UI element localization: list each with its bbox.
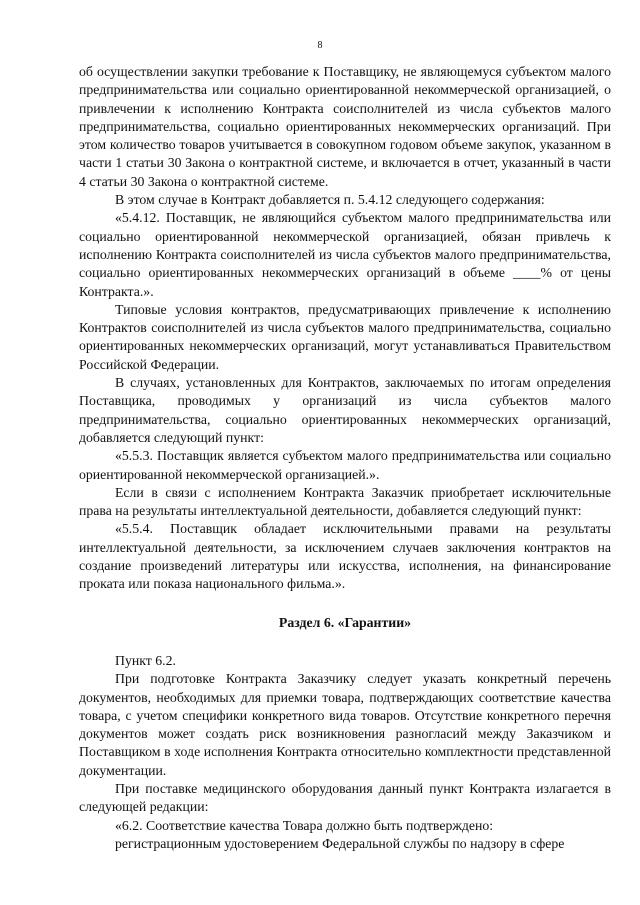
paragraph: регистрационным удостоверением Федеральной службы по надзору в сфере <box>115 835 565 851</box>
paragraph: Пункт 6.2. <box>115 652 176 668</box>
paragraph: Типовые условия контрактов, предусматривающих привлечение к исполнению Контрактов соисполнителей из числа субъектов малого предпринимательства, социально ориентированных некоммерческих организаций, могут устанавливаться Правительством Российской Федерации. <box>79 301 611 372</box>
text-block-top <box>79 63 611 594</box>
document-body <box>79 63 611 853</box>
paragraph: В этом случае в Контракт добавляется п. 5.4.12 следующего содержания: <box>115 192 545 208</box>
paragraph: Если в связи с исполнением Контракта Заказчик приобретает исключительные права на результаты интеллектуальной деятельности, добавляется следующий пункт: <box>79 484 611 519</box>
text-block-bottom <box>79 652 611 853</box>
paragraph: «5.4.12. Поставщик, не являющийся субъектом малого предпринимательства или социально ориентированной некоммерческой организацией, обязан привлечь к исполнению Контракта соисполнителей из числа субъектов малого предпринимательства, социально ориентированных некоммерческих организаций в объеме ____% от цены Контракта.». <box>79 210 611 299</box>
paragraph: При подготовке Контракта Заказчику следует указать конкретный перечень документов, необходимых для приемки товара, подтверждающих соответствие качества товара, с учетом специфики конкретного вида товаров. Отсутствие конкретного перечня документов может создать риск возникновения разногласий между Заказчиком и Поставщиком в ходе исполнения Контракта относительно комплектности представленной документации. <box>79 671 611 778</box>
section-heading: Раздел 6. «Гарантии» <box>278 614 412 630</box>
paragraph: «5.5.3. Поставщик является субъектом малого предпринимательства или социально ориентированной некоммерческой организацией.». <box>79 448 611 482</box>
page-number: 8 <box>317 40 323 51</box>
paragraph: «6.2. Соответствие качества Товара должно быть подтверждено: <box>115 817 494 833</box>
paragraph: В случаях, установленных для Контрактов, заключаемых по итогам определения Поставщика, проводимых у организаций из числа субъектов малого предпринимательства, социально ориентированных некоммерческих организаций, добавляется следующий пункт: <box>79 375 611 445</box>
paragraph: «5.5.4. Поставщик обладает исключительными правами на результаты интеллектуальной деятельности, за исключением случаев заключения контрактов на создание произведений литературы или искусства, исполнения, на финансирование проката или показа национального фильма.». <box>79 521 611 592</box>
paragraph: об осуществлении закупки требование к Поставщику, не являющемуся субъектом малого предпринимательства или социально ориентированной некоммерческой организацией, о привлечении к исполнению Контракта соисполнителей из числа субъектов малого предпринимательства, социально ориентированных некоммерческих организаций. При этом количество товаров учитывается в совокупном годовом объеме закупок, указанном в части 1 статьи 30 Закона о контрактной системе, и включается в отчет, указанный в части 4 статьи 30 Закона о контрактной системе. <box>79 64 611 189</box>
paragraph: При поставке медицинского оборудования данный пункт Контракта излагается в следующей редакции: <box>79 780 611 815</box>
